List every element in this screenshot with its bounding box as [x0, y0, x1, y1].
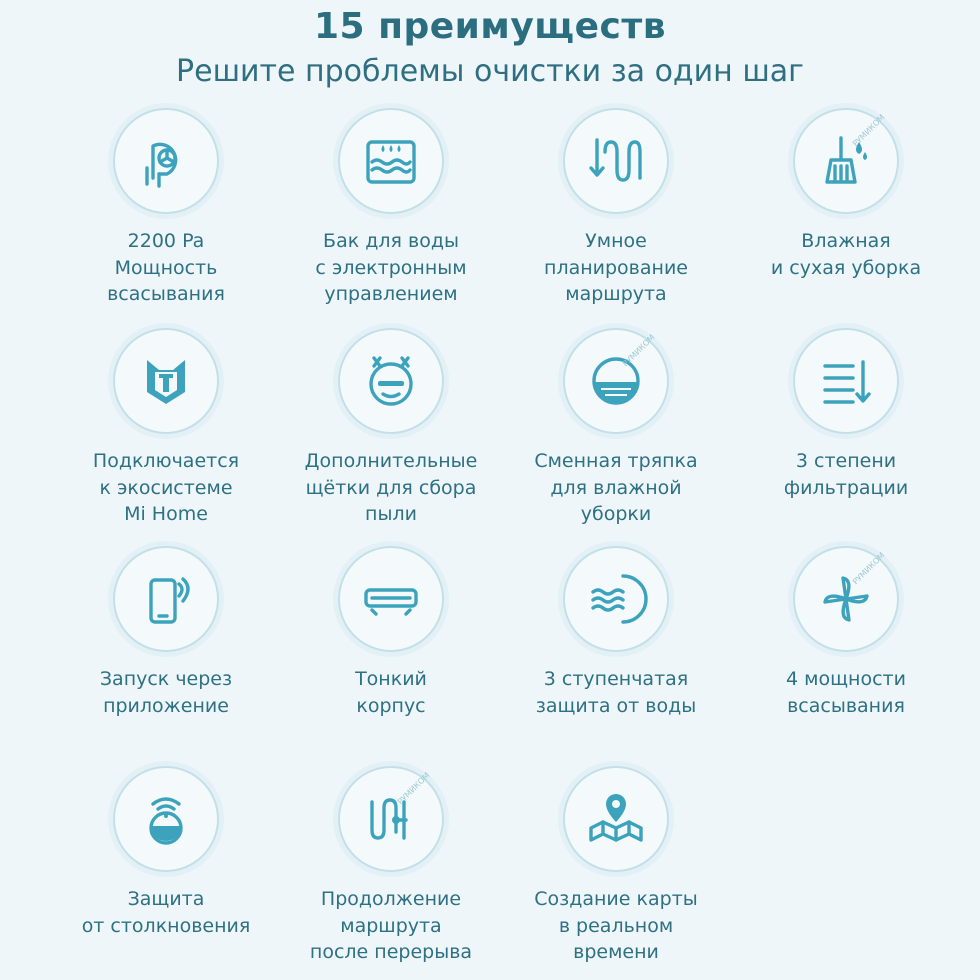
feature-route-planning	[506, 108, 726, 308]
icon-circle	[338, 766, 444, 872]
water-tank-icon	[358, 128, 424, 194]
icon-circle	[113, 766, 219, 872]
feature-label: Защита от столкновения	[81, 888, 251, 937]
icon-circle	[113, 328, 219, 434]
feature-label: Запуск через приложение	[99, 668, 233, 717]
icon-circle	[113, 546, 219, 652]
feature-label: Умное планирование маршрута	[544, 230, 688, 305]
filter-stages-icon	[813, 348, 879, 414]
feature-filtration	[736, 328, 956, 501]
watermark: РУМИКОМ	[850, 550, 887, 587]
icon-circle	[338, 546, 444, 652]
feature-water-protection	[506, 546, 726, 719]
feature-label: 3 степени фильтрации	[783, 450, 909, 499]
feature-label: Дополнительные щётки для сбора пыли	[304, 450, 478, 525]
realtime-map-icon	[583, 786, 649, 852]
feature-app-launch	[56, 546, 276, 719]
feature-label: 3 ступенчатая защита от воды	[535, 668, 697, 717]
feature-label: Подключается к экосистеме Mi Home	[92, 450, 240, 525]
feature-water-tank	[281, 108, 501, 308]
feature-label: Влажная и сухая уборка	[770, 230, 922, 279]
feature-suction-power	[56, 108, 276, 308]
icon-circle	[793, 328, 899, 434]
feature-mop-cloth	[506, 328, 726, 528]
feature-label: Бак для воды с электронным управлением	[315, 230, 467, 305]
icon-circle	[563, 108, 669, 214]
icon-circle	[563, 546, 669, 652]
icon-circle	[563, 328, 669, 434]
phone-app-icon	[133, 566, 199, 632]
mi-home-icon	[133, 348, 199, 414]
watermark: РУМИКОМ	[620, 332, 657, 369]
page-subtitle: Решите проблемы очистки за один шаг	[176, 54, 804, 89]
icon-circle	[563, 766, 669, 872]
mop-cloth-icon	[583, 348, 649, 414]
watermark: РУМИКОМ	[395, 770, 432, 807]
feature-label: 4 мощности всасывания	[786, 668, 906, 717]
fan-power-icon	[813, 566, 879, 632]
side-brushes-icon	[358, 348, 424, 414]
feature-resume-route	[281, 766, 501, 966]
icon-circle	[338, 108, 444, 214]
feature-label: Тонкий корпус	[355, 668, 427, 717]
watermark: РУМИКОМ	[850, 112, 887, 149]
collision-sensor-icon	[133, 786, 199, 852]
suction-fan-icon	[133, 128, 199, 194]
resume-route-icon	[358, 786, 424, 852]
slim-body-icon	[358, 566, 424, 632]
page-title: 15 преимуществ	[313, 6, 666, 47]
feature-slim-body	[281, 546, 501, 719]
water-protection-icon	[583, 566, 649, 632]
feature-wet-dry	[736, 108, 956, 281]
icon-circle	[793, 108, 899, 214]
icon-circle	[113, 108, 219, 214]
route-planning-icon	[583, 128, 649, 194]
icon-circle	[338, 328, 444, 434]
feature-fan-power	[736, 546, 956, 719]
feature-label: Продолжение маршрута после перерыва	[309, 888, 473, 963]
wet-dry-broom-icon	[813, 128, 879, 194]
feature-mi-home	[56, 328, 276, 528]
feature-label: 2200 Pa Мощность всасывания	[107, 230, 225, 305]
feature-realtime-map	[506, 766, 726, 966]
feature-label: Создание карты в реальном времени	[534, 888, 698, 963]
icon-circle	[793, 546, 899, 652]
feature-label: Сменная тряпка для влажной уборки	[534, 450, 698, 525]
feature-side-brushes	[281, 328, 501, 528]
feature-collision	[56, 766, 276, 939]
